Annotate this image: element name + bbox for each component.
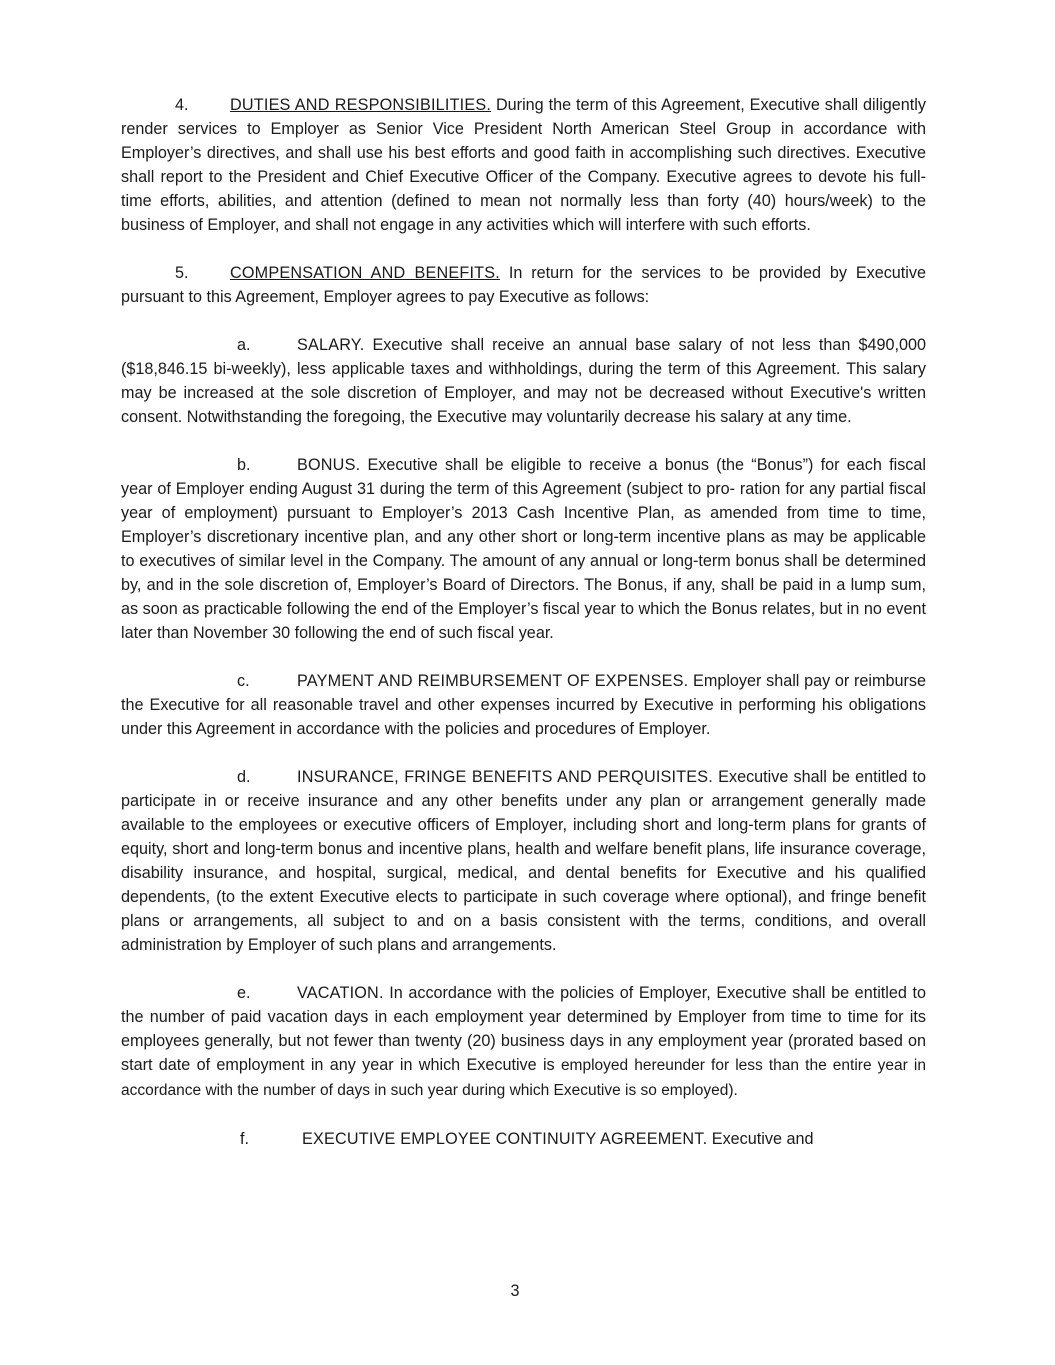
subsection-text-tail: employed hereunder for less than the entire year in accordance with the number of days in such year during which Executive is so employed). bbox=[121, 1057, 926, 1100]
subsection-a-paragraph bbox=[121, 333, 926, 429]
subsection-letter: b. bbox=[237, 455, 251, 474]
subsection-d-paragraph bbox=[121, 765, 926, 958]
subsection-text: In accordance with the policies of Employer, Executive shall be entitled to the number of paid vacation days in each employment year determined by Employer from time to time for its employees generally, but not fewer than twenty (20) business days in any employment year (prorated based on start date of employment in any year in which Executive is bbox=[121, 983, 926, 1075]
subsection-letter: f. bbox=[240, 1129, 249, 1148]
subsection-letter: d. bbox=[237, 767, 251, 786]
section-text: In return for the services to be provided by Executive pursuant to this Agreement, Employer agrees to pay Executive as follows: bbox=[121, 264, 926, 307]
subsection-letter: e. bbox=[237, 983, 251, 1002]
subsection-heading: EXECUTIVE EMPLOYEE CONTINUITY AGREEMENT. bbox=[302, 1129, 708, 1148]
subsection-f-paragraph bbox=[121, 1127, 926, 1151]
subsection-text: Executive and bbox=[707, 1129, 814, 1148]
section-number: 5. bbox=[175, 264, 189, 283]
subsection-text: Executive shall receive an annual base salary of not less than $490,000 ($18,846.15 bi-weekly), less applicable taxes and withholdings, during the term of this Agreement. This salary may be increased at the sole discretion of Employer, and may not be decreased without Executive's written consent. Notwithstanding the foregoing, the Executive may voluntarily decrease his salary at any time. bbox=[121, 335, 926, 427]
subsection-heading: INSURANCE, FRINGE BENEFITS AND PERQUISITES. bbox=[297, 767, 714, 786]
section-4-paragraph bbox=[121, 93, 926, 238]
document-body bbox=[121, 93, 926, 1151]
subsection-letter: c. bbox=[237, 671, 250, 690]
section-5-paragraph bbox=[121, 261, 926, 309]
subsection-heading: VACATION. bbox=[297, 983, 384, 1002]
section-heading: DUTIES AND RESPONSIBILITIES. bbox=[230, 96, 492, 114]
subsection-heading: PAYMENT AND REIMBURSEMENT OF EXPENSES. bbox=[297, 671, 689, 690]
section-text: During the term of this Agreement, Executive shall diligently render services to Employer as Senior Vice President North American Steel Group in accordance with Employer’s directives, and shall use his best efforts and good faith in accomplishing such directives. Executive shall report to the President and Chief Executive Officer of the Company. Executive agrees to devote his full-time efforts, abilities, and attention (defined to mean not normally less than forty (40) hours/week) to the business of Employer, and shall not engage in any activities which will interfere with such efforts. bbox=[121, 96, 926, 235]
subsection-text: Executive shall be eligible to receive a bonus (the “Bonus”) for each fiscal year of Employer ending August 31 during the term of this Agreement (subject to pro- ration for any partial fiscal year of employment) pursuant to Employer’s 2013 Cash Incentive Plan, as amended from time to time, Employer’s discretionary incentive plan, and any other short or long-term incentive plans as may be applicable to executives of similar level in the Company. The amount of any annual or long-term bonus shall be determined by, and in the sole discretion of, Employer’s Board of Directors. The Bonus, if any, shall be paid in a lump sum, as soon as practicable following the end of the Employer’s fiscal year to which the Bonus relates, but in no event later than November 30 following the end of such fiscal year. bbox=[121, 455, 926, 643]
subsection-heading: SALARY. bbox=[297, 335, 365, 354]
section-number: 4. bbox=[175, 96, 189, 114]
subsection-text: Executive shall be entitled to participate in or receive insurance and any other benefits under any plan or arrangement generally made available to the employees or executive officers of Employer, including short and long-term plans for grants of equity, short and long-term bonus and incentive plans, health and welfare benefit plans, life insurance coverage, disability insurance, and hospital, surgical, medical, and dental benefits for Executive and his qualified dependents, (to the extent Executive elects to participate in such coverage where optional), and fringe benefit plans or arrangements, all subject to and on a basis consistent with the terms, conditions, and overall administration by Employer of such plans and arrangements. bbox=[121, 767, 926, 955]
subsection-e-paragraph bbox=[121, 981, 926, 1103]
page-number: 3 bbox=[510, 1282, 520, 1300]
subsection-heading: BONUS. bbox=[297, 455, 361, 474]
subsection-c-paragraph bbox=[121, 669, 926, 741]
section-heading: COMPENSATION AND BENEFITS. bbox=[230, 264, 500, 283]
subsection-letter: a. bbox=[237, 335, 251, 354]
subsection-b-paragraph bbox=[121, 453, 926, 646]
subsection-text: Employer shall pay or reimburse the Executive for all reasonable travel and other expenses incurred by Executive in performing his obligations under this Agreement in accordance with the policies and procedures of Employer. bbox=[121, 671, 926, 739]
